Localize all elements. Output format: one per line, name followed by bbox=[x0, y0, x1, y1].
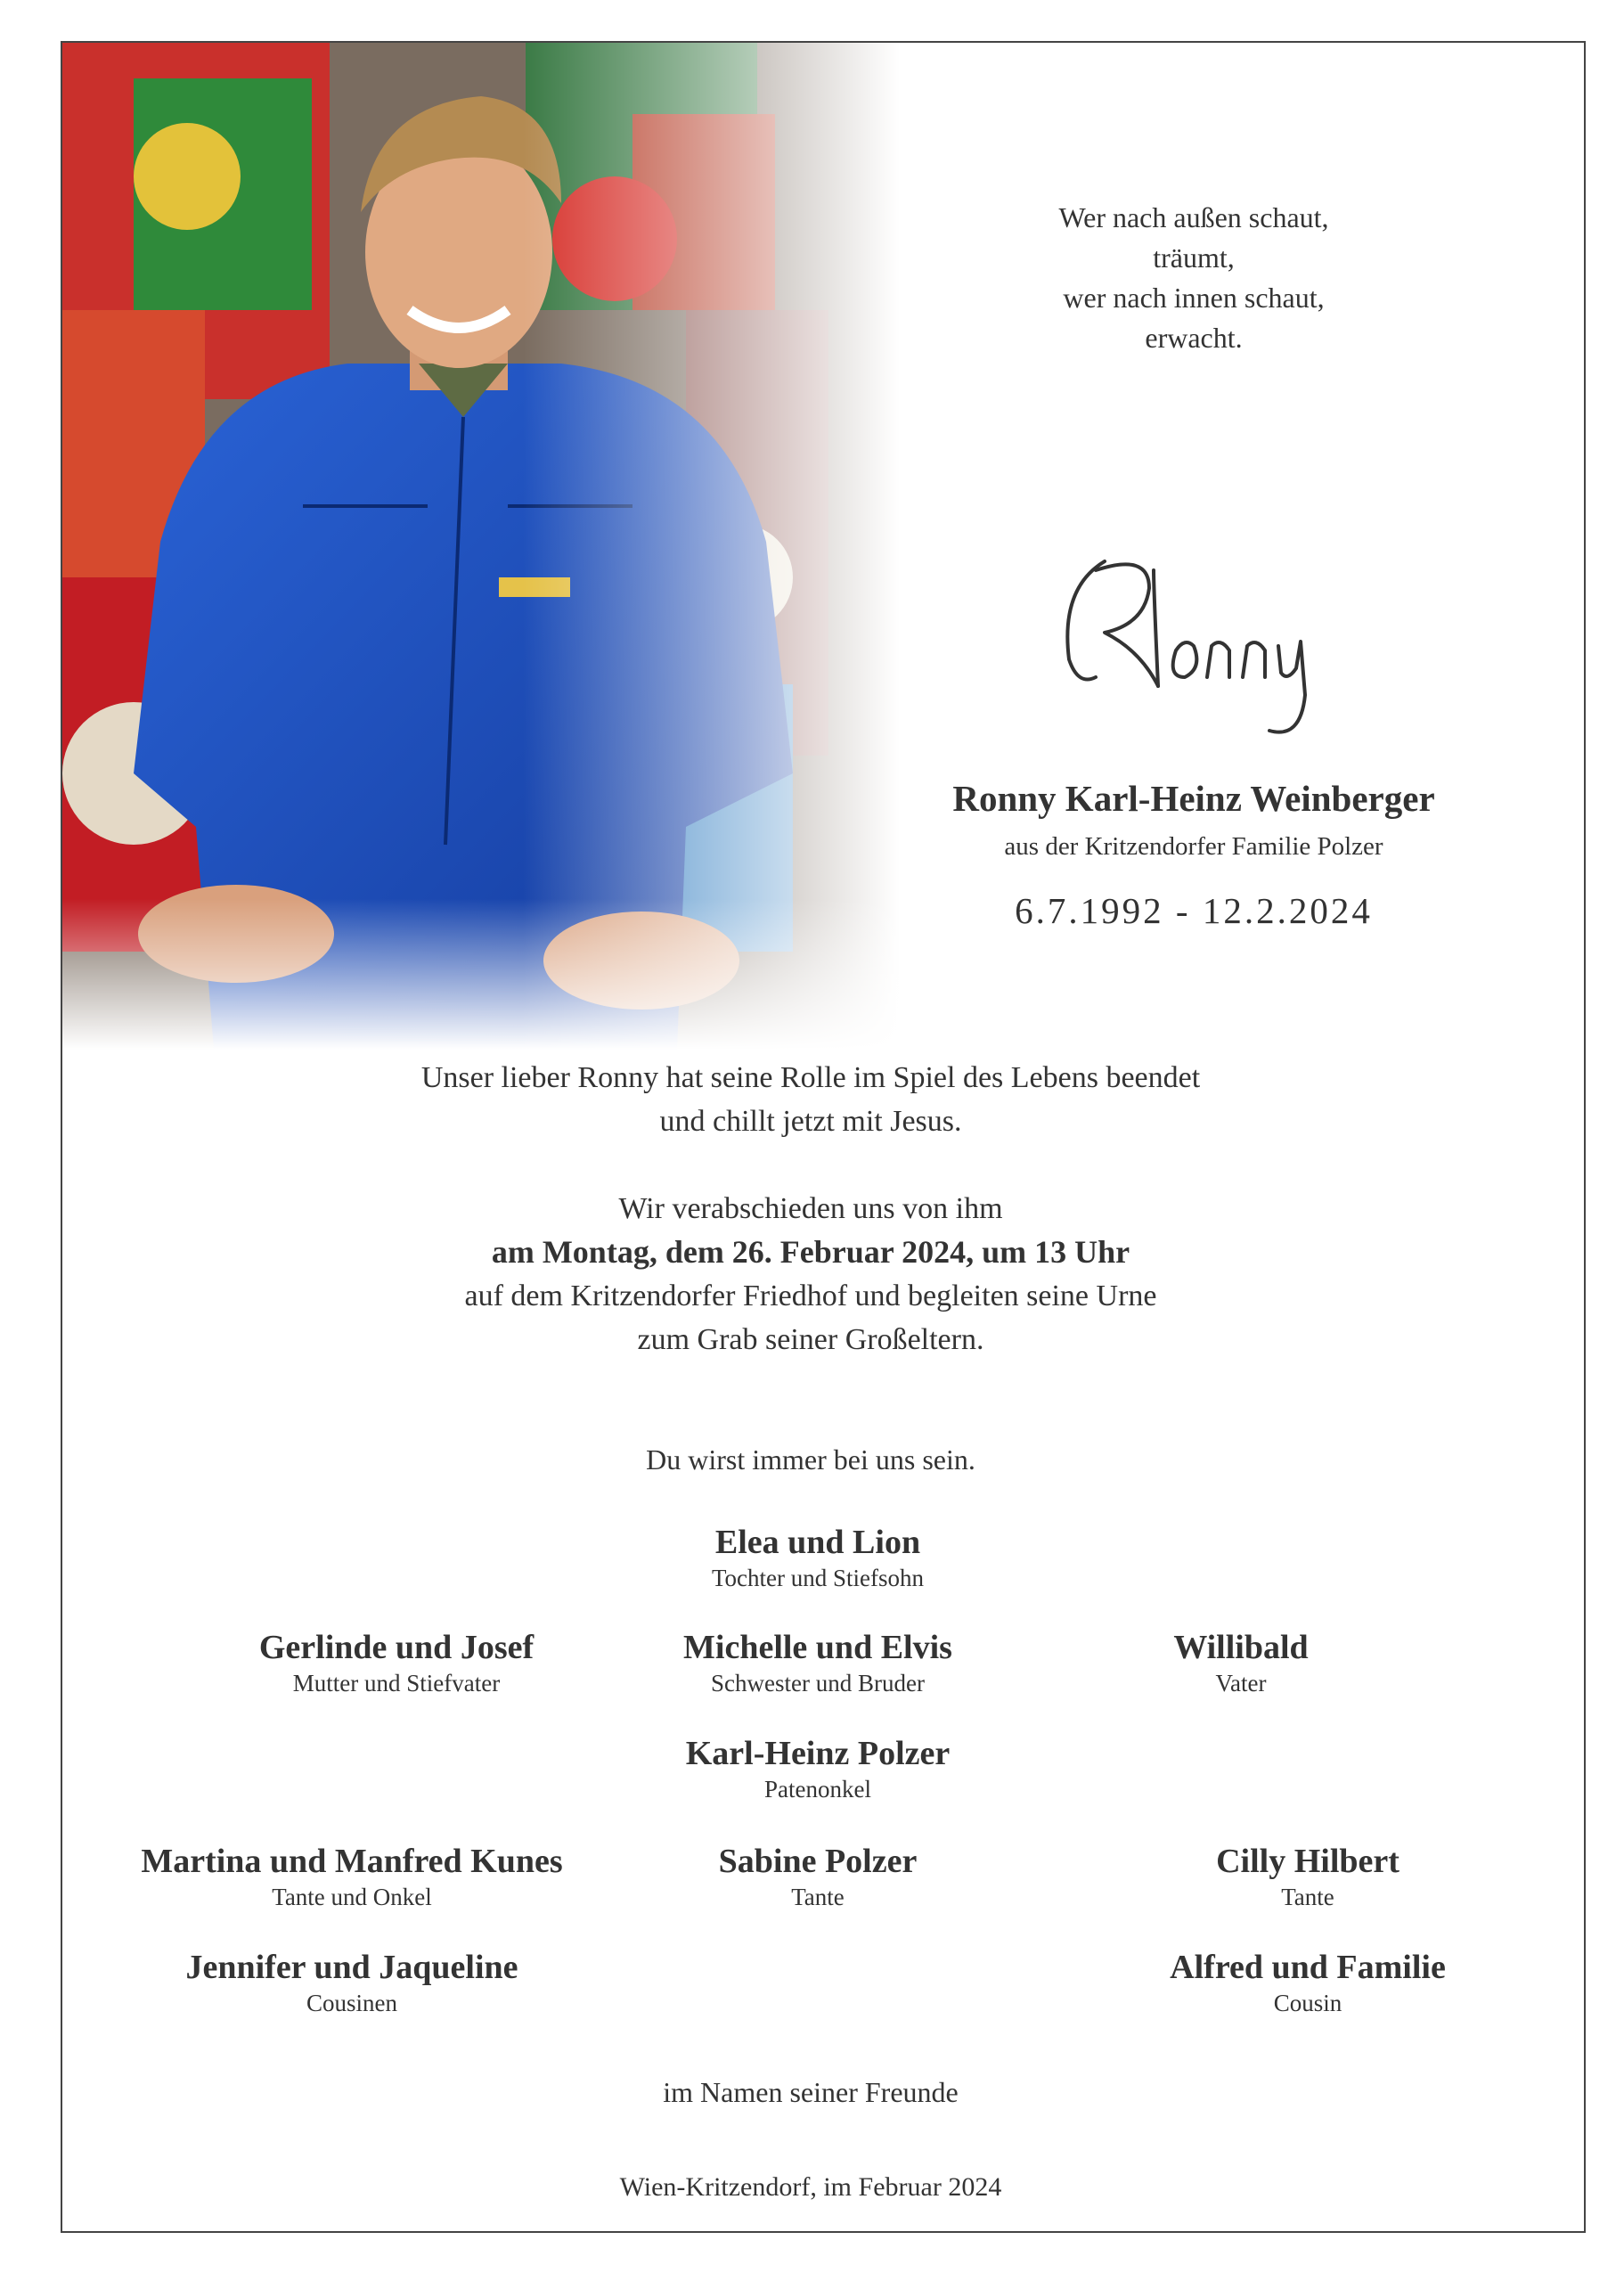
family-name: Michelle und Elvis bbox=[683, 1629, 952, 1666]
family-relation: Tante bbox=[791, 1884, 845, 1910]
portrait-photo bbox=[62, 43, 900, 1050]
farewell-intro: Wir verabschieden uns von ihm bbox=[618, 1192, 1003, 1225]
family-entry bbox=[929, 1627, 1553, 1698]
family-relation: Cousinen bbox=[306, 1990, 397, 2016]
life-dates: 6.7.1992 - 12.2.2024 bbox=[1015, 890, 1373, 931]
family-entry bbox=[996, 1841, 1620, 1912]
family-relation: Vater bbox=[1215, 1670, 1267, 1696]
message bbox=[232, 1056, 1390, 1143]
family-relation: Tante und Onkel bbox=[272, 1884, 432, 1910]
quote-line: erwacht. bbox=[1145, 322, 1243, 354]
message-line: und chillt jetzt mit Jesus. bbox=[659, 1105, 962, 1138]
family-relation: Patenonkel bbox=[764, 1776, 871, 1803]
closing-line: Du wirst immer bei uns sein. bbox=[646, 1443, 975, 1476]
place-date: Wien-Kritzendorf, im Februar 2024 bbox=[619, 2172, 1002, 2202]
family-name: Sabine Polzer bbox=[718, 1843, 918, 1880]
friends-line: im Namen seiner Freunde bbox=[663, 2076, 959, 2108]
family-origin: aus der Kritzendorfer Familie Polzer bbox=[1004, 832, 1383, 861]
family-relation: Tochter und Stiefsohn bbox=[711, 1565, 925, 1591]
family-name: Elea und Lion bbox=[714, 1524, 921, 1561]
quote-line: Wer nach außen schaut, bbox=[1058, 201, 1329, 233]
farewell bbox=[232, 1187, 1390, 1361]
family-entry bbox=[506, 1733, 1130, 1804]
family-relation: Schwester und Bruder bbox=[711, 1670, 925, 1696]
family-name: Jennifer und Jaqueline bbox=[185, 1949, 518, 1986]
funeral-place: auf dem Kritzendorfer Friedhof und begleiten seine Urne bbox=[464, 1279, 1157, 1312]
family-name: Karl-Heinz Polzer bbox=[685, 1735, 951, 1772]
family-name: Martina und Manfred Kunes bbox=[141, 1843, 563, 1880]
family-entry bbox=[40, 1947, 664, 2018]
signature-ronny bbox=[1042, 535, 1345, 748]
funeral-grave: zum Grab seiner Großeltern. bbox=[637, 1323, 984, 1356]
family-name: Willibald bbox=[1173, 1629, 1309, 1666]
family-name: Gerlinde und Josef bbox=[258, 1629, 535, 1666]
quote bbox=[962, 198, 1425, 358]
family-relation: Mutter und Stiefvater bbox=[292, 1670, 501, 1696]
family-entry bbox=[996, 1947, 1620, 2018]
message-line: Unser lieber Ronny hat seine Rolle im Spiel des Lebens beendet bbox=[420, 1061, 1201, 1094]
family-entry bbox=[506, 1522, 1130, 1593]
family-relation: Tante bbox=[1281, 1884, 1334, 1910]
deceased-full-name: Ronny Karl-Heinz Weinberger bbox=[952, 778, 1435, 819]
family-name: Cilly Hilbert bbox=[1216, 1843, 1400, 1880]
funeral-date-time: am Montag, dem 26. Februar 2024, um 13 Uhr bbox=[491, 1234, 1130, 1270]
quote-line: träumt, bbox=[1153, 241, 1235, 274]
family-name: Alfred und Familie bbox=[1170, 1949, 1446, 1986]
family-relation: Cousin bbox=[1273, 1990, 1342, 2016]
quote-line: wer nach innen schaut, bbox=[1063, 282, 1325, 314]
